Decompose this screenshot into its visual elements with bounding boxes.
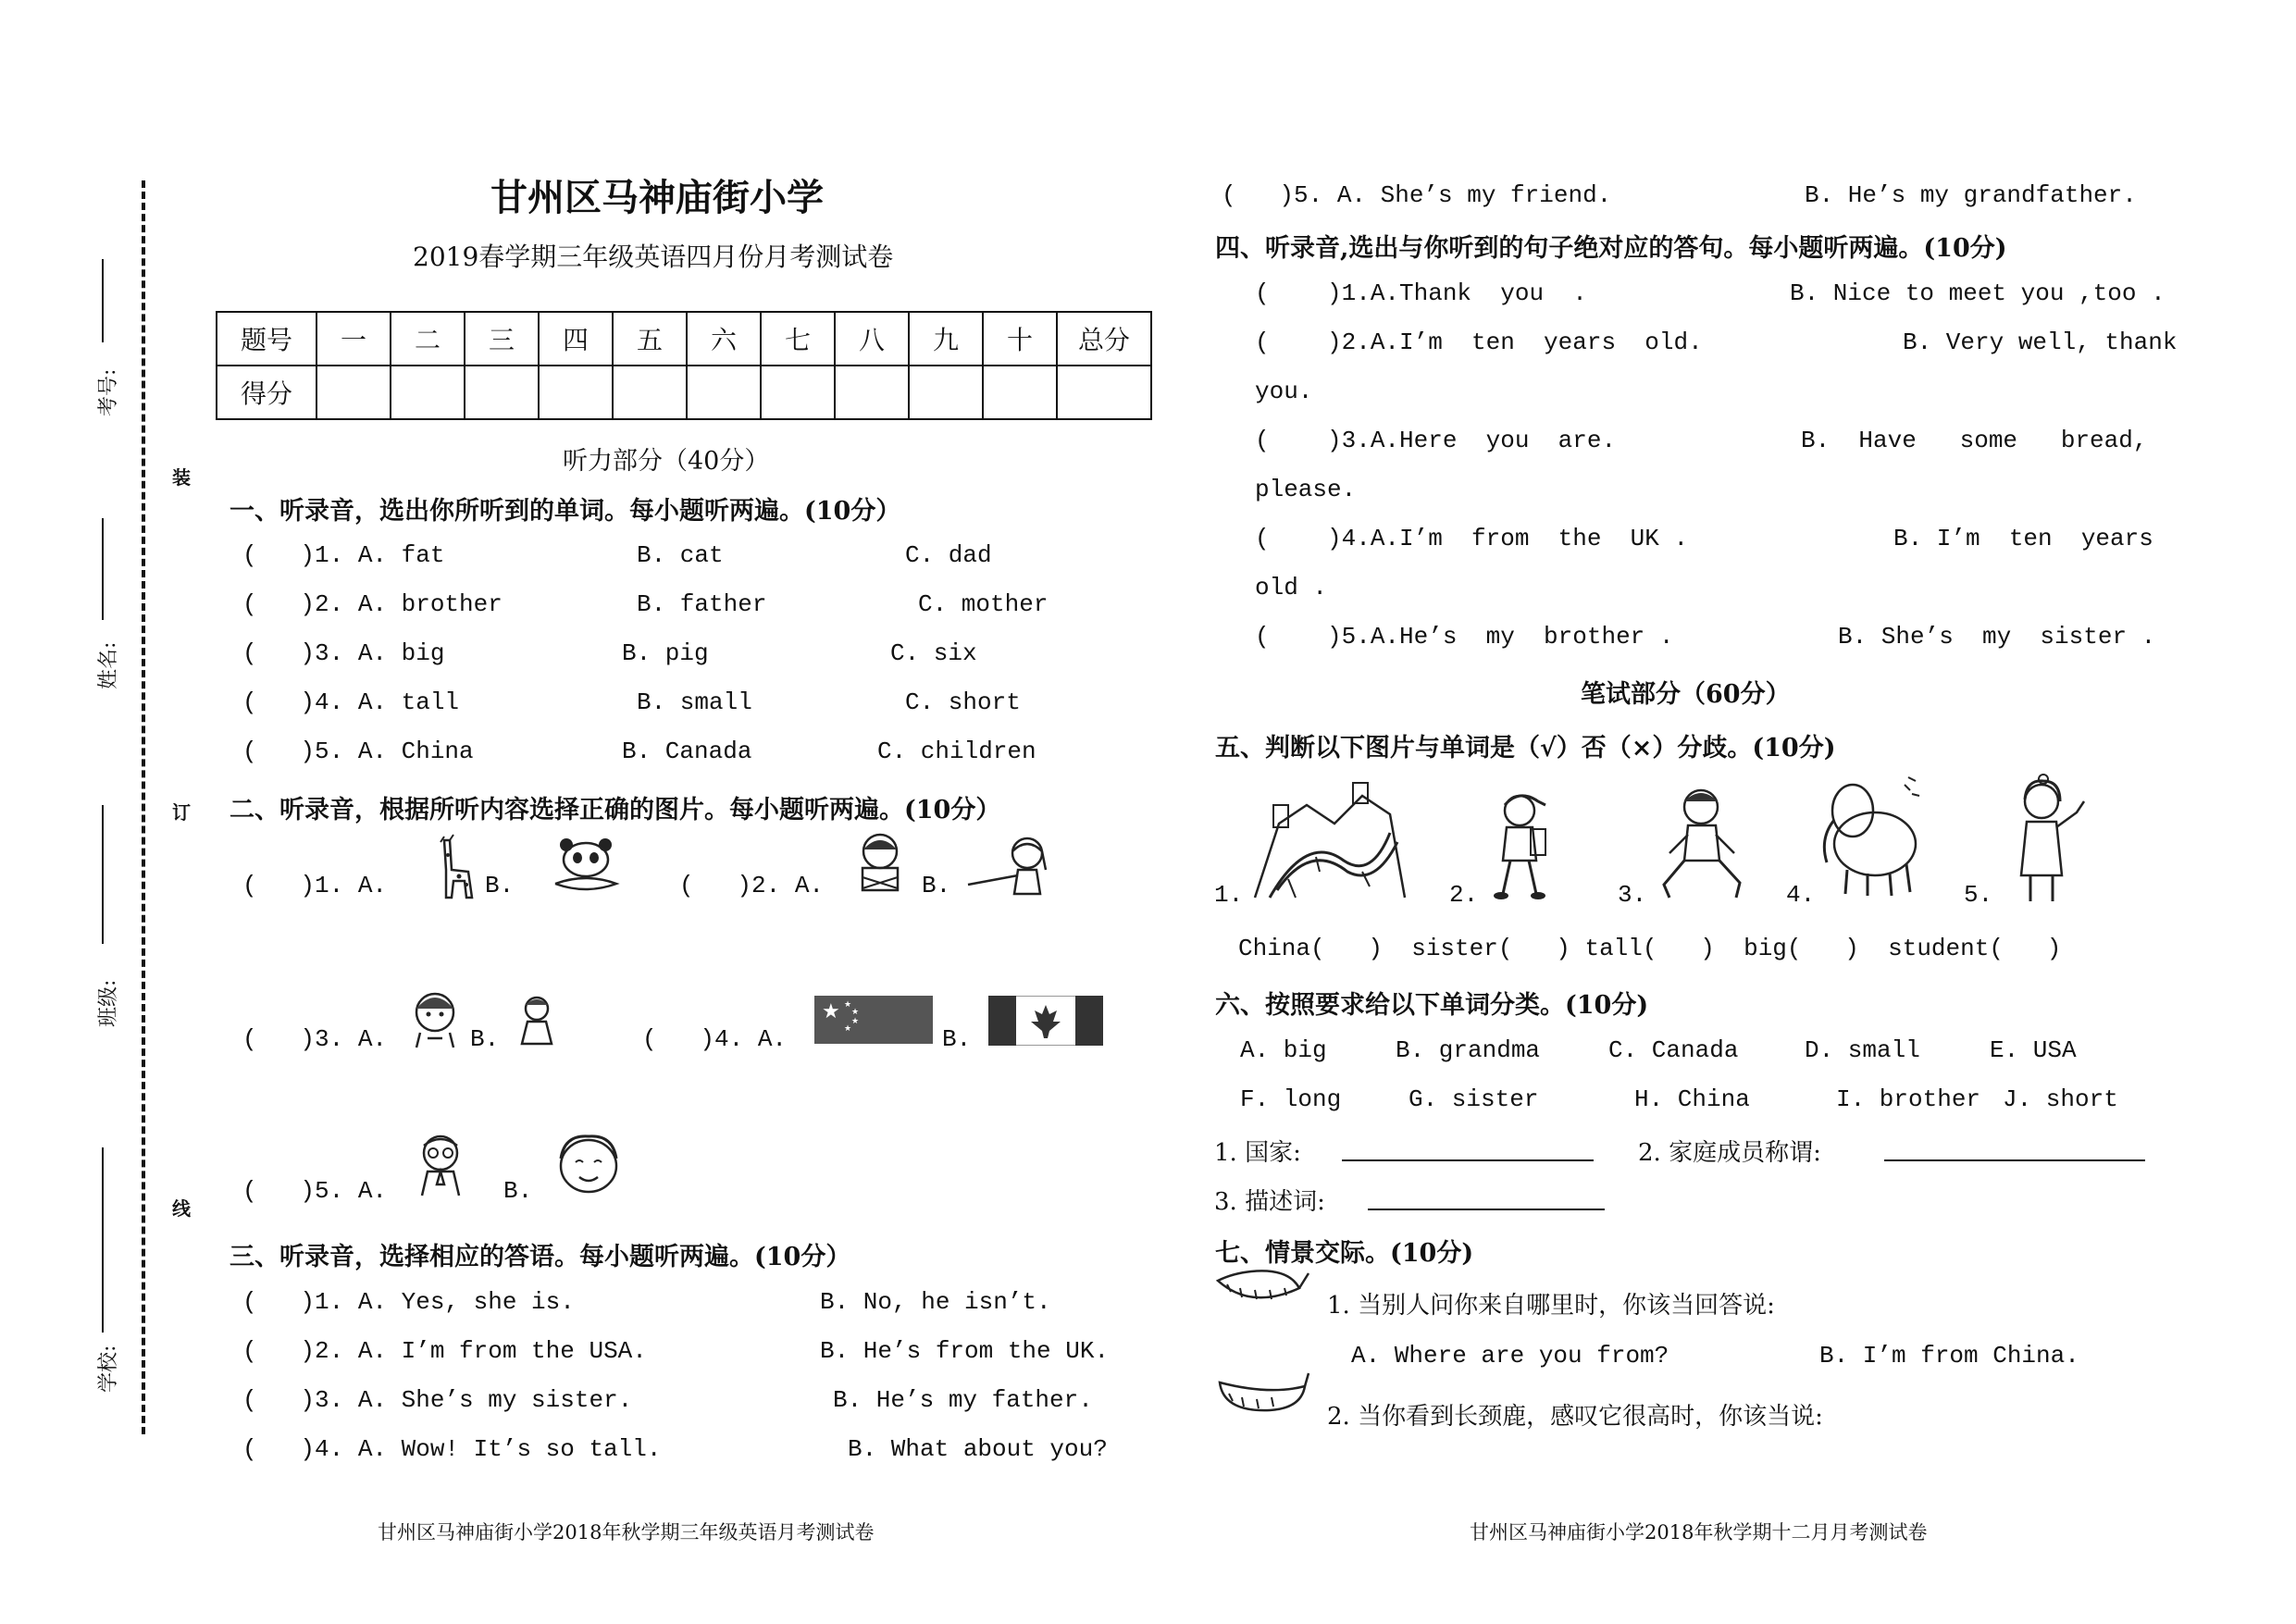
score-table	[216, 311, 1152, 420]
s7-q2: 2. 当你看到长颈鹿，感叹它很高时，你该当说:	[1327, 1403, 1823, 1431]
table-cell: 得分	[217, 366, 316, 419]
s1-q5-a: ( )5. A. China	[242, 738, 474, 765]
s6-category-3: 3. 描述词:	[1214, 1188, 1325, 1216]
section4-title: 四、听录音,选出与你听到的句子绝对应的答句。每小题听两遍。(10分)	[1215, 234, 2007, 263]
tall-boy-icon	[1651, 783, 1753, 903]
s4-q1-b: B. Nice to meet you ,too .	[1790, 279, 2166, 307]
score-input-cell[interactable]	[687, 366, 761, 419]
exam-subtitle: 2019春学期三年级英语四月份月考测试卷	[413, 242, 894, 272]
s1-q1-b: B. cat	[637, 541, 724, 569]
elephant-icon	[1816, 774, 1930, 899]
s4-q2-a: ( )2.A.I’m ten years old.	[1255, 329, 1703, 356]
s5-num-3: 3.	[1618, 881, 1647, 909]
school-label: 学校:	[97, 1345, 120, 1393]
s1-q5-c: C. children	[877, 738, 1036, 765]
description-answer-line[interactable]	[1368, 1209, 1605, 1210]
table-cell: 七	[761, 312, 835, 366]
s4-q3-b: B. Have some bread,	[1801, 427, 2148, 454]
grandpa-icon	[403, 1131, 478, 1197]
student-icon	[1484, 788, 1555, 901]
section6-title: 六、按照要求给以下单词分类。(10分)	[1215, 991, 1649, 1020]
table-cell: 五	[613, 312, 687, 366]
written-section-title: 笔试部分（60分）	[1581, 680, 1791, 709]
name-label: 姓名:	[97, 641, 120, 689]
boy-face-icon	[407, 988, 463, 1049]
speech-leaf-icon	[1214, 1370, 1310, 1421]
score-input-cell[interactable]	[983, 366, 1057, 419]
girl-reading-icon	[848, 831, 912, 898]
s3-q3-a: ( )3. A. She’s my sister.	[242, 1386, 633, 1414]
score-input-cell[interactable]	[391, 366, 465, 419]
name-line	[102, 518, 104, 620]
table-cell: 二	[391, 312, 465, 366]
s3-q2-a: ( )2. A. I’m from the USA.	[242, 1337, 647, 1365]
school-line	[102, 1147, 104, 1333]
table-cell: 八	[835, 312, 909, 366]
class-label: 班级:	[97, 979, 120, 1027]
s2-q1-b: B.	[485, 872, 515, 899]
s6-word-f: F. long	[1240, 1085, 1342, 1113]
score-input-cell[interactable]	[835, 366, 909, 419]
exam-no-line	[102, 259, 104, 342]
s2-q5-b: B.	[503, 1177, 533, 1205]
s1-q4-c: C. short	[905, 688, 1021, 716]
s1-q2-b: B. father	[637, 590, 767, 618]
s4-q4-c: old .	[1255, 574, 1328, 601]
section2-title: 二、听录音，根据所听内容选择正确的图片。每小题听两遍。(10分）	[230, 796, 1001, 824]
score-input-cell[interactable]	[316, 366, 391, 419]
s6-word-d: D. small	[1805, 1036, 1920, 1064]
speech-leaf-icon	[1214, 1264, 1310, 1310]
grandma-face-icon	[546, 1131, 631, 1197]
table-cell: 六	[687, 312, 761, 366]
s4-q2-b: B. Very well, thank	[1903, 329, 2178, 356]
girl-waving-icon	[962, 833, 1064, 896]
s2-q3-b: B.	[470, 1025, 500, 1053]
s7-q1-b: B. I’m from China.	[1819, 1342, 2079, 1370]
score-input-cell[interactable]	[1057, 366, 1151, 419]
s1-q4-b: B. small	[637, 688, 752, 716]
s3-q4-a: ( )4. A. Wow! It’s so tall.	[242, 1435, 662, 1463]
xian-mark: 线	[172, 1197, 191, 1220]
s4-q2-c: you.	[1255, 378, 1313, 405]
score-input-cell[interactable]	[613, 366, 687, 419]
table-cell: 一	[316, 312, 391, 366]
svg-text:★: ★	[844, 1000, 852, 1010]
s5-num-5: 5.	[1964, 881, 1993, 909]
s4-q5-a: ( )5.A.He’s my brother .	[1255, 623, 1674, 651]
s4-q4-b: B. I’m ten years	[1893, 525, 2153, 552]
s3-q1-a: ( )1. A. Yes, she is.	[242, 1288, 575, 1316]
s6-category-1: 1. 国家:	[1214, 1139, 1301, 1167]
score-header-row	[217, 312, 1151, 366]
score-input-cell[interactable]	[539, 366, 613, 419]
s1-q3-c: C. six	[890, 639, 977, 667]
s1-q4-a: ( )4. A. tall	[242, 688, 460, 716]
s1-q3-b: B. pig	[622, 639, 709, 667]
s1-q2-c: C. mother	[918, 590, 1049, 618]
panda-icon	[544, 837, 627, 895]
s2-q3: ( )3. A.	[242, 1025, 388, 1053]
table-cell: 四	[539, 312, 613, 366]
s2-q4: ( )4. A.	[642, 1025, 788, 1053]
china-flag-icon	[814, 996, 933, 1044]
s6-word-c: C. Canada	[1608, 1036, 1739, 1064]
s3-q2-b: B. He’s from the UK.	[820, 1337, 1110, 1365]
svg-text:★: ★	[851, 1008, 860, 1017]
score-value-row	[217, 366, 1151, 419]
s6-word-i: I. brother	[1836, 1085, 1981, 1113]
score-input-cell[interactable]	[465, 366, 539, 419]
table-cell: 十	[983, 312, 1057, 366]
school-title: 甘州区马神庙街小学	[490, 176, 824, 219]
s1-q3-a: ( )3. A. big	[242, 639, 445, 667]
table-cell: 九	[909, 312, 983, 366]
score-input-cell[interactable]	[909, 366, 983, 419]
table-cell: 总分	[1057, 312, 1151, 366]
s4-q1-a: ( )1.A.Thank you .	[1255, 279, 1587, 307]
s5-words: China( ) sister( ) tall( ) big( ) student( )	[1238, 935, 2062, 962]
s2-q4-b: B.	[942, 1025, 972, 1053]
s6-word-e: E. USA	[1990, 1036, 2077, 1064]
s6-word-b: B. grandma	[1396, 1036, 1541, 1064]
s6-word-h: H. China	[1634, 1085, 1750, 1113]
class-line	[102, 805, 104, 944]
footer-right: 甘州区马神庙街小学2018年秋学期十二月月考测试卷	[1470, 1521, 1928, 1543]
section5-title: 五、判断以下图片与单词是（√）否（×）分歧。(10分)	[1215, 734, 1836, 762]
ding-mark: 订	[172, 801, 191, 824]
section3-title: 三、听录音，选择相应的答语。每小题听两遍。(10分）	[230, 1243, 851, 1271]
listening-section-title: 听力部分（40分）	[563, 447, 770, 476]
section1-title: 一、听录音，选出你所听到的单词。每小题听两遍。(10分）	[230, 497, 901, 526]
binding-dashed-line	[142, 180, 145, 1434]
s2-q2: ( )2. A.	[679, 872, 825, 899]
teacher-woman-icon	[1999, 774, 2091, 905]
s3-q5-a: ( )5. A. She’s my friend.	[1222, 181, 1612, 209]
s6-word-j: J. short	[2003, 1085, 2118, 1113]
s3-q1-b: B. No, he isn’t.	[820, 1288, 1051, 1316]
s1-q1-c: C. dad	[905, 541, 992, 569]
zhuang-mark: 装	[172, 466, 191, 489]
svg-text:★: ★	[822, 1000, 840, 1023]
great-wall-icon	[1251, 768, 1409, 907]
s7-q1: 1. 当别人问你来自哪里时，你该当回答说:	[1327, 1292, 1775, 1320]
s4-q4-a: ( )4.A.I’m from the UK .	[1255, 525, 1689, 552]
canada-flag-icon	[988, 996, 1103, 1046]
s4-q3-a: ( )3.A.Here you are.	[1255, 427, 1617, 454]
s6-word-a: A. big	[1240, 1036, 1327, 1064]
section7-title: 七、情景交际。(10分)	[1215, 1239, 1474, 1268]
score-input-cell[interactable]	[761, 366, 835, 419]
s6-word-g: G. sister	[1409, 1085, 1539, 1113]
svg-text:★: ★	[851, 1017, 860, 1026]
footer-left: 甘州区马神庙街小学2018年秋学期三年级英语月考测试卷	[378, 1521, 875, 1543]
family-answer-line[interactable]	[1884, 1159, 2145, 1161]
s6-category-2: 2. 家庭成员称谓:	[1638, 1139, 1821, 1167]
s1-q2-a: ( )2. A. brother	[242, 590, 503, 618]
s3-q5-b: B. He’s my grandfather.	[1805, 181, 2137, 209]
s5-num-1: 1.	[1214, 881, 1244, 909]
s4-q3-c: please.	[1255, 476, 1357, 503]
s3-q3-b: B. He’s my father.	[833, 1386, 1093, 1414]
s5-num-2: 2.	[1449, 881, 1479, 909]
exam-no-label: 考号:	[97, 368, 120, 416]
s7-q1-a: A. Where are you from?	[1351, 1342, 1669, 1370]
giraffe-icon	[426, 833, 481, 899]
s2-q2-b: B.	[922, 872, 951, 899]
s3-q4-b: B. What about you?	[848, 1435, 1108, 1463]
s2-q1: ( )1. A.	[242, 872, 388, 899]
s5-num-4: 4.	[1786, 881, 1816, 909]
country-answer-line[interactable]	[1342, 1159, 1594, 1161]
small-child-icon	[515, 992, 559, 1048]
svg-text:★: ★	[844, 1024, 852, 1034]
s2-q5: ( )5. A.	[242, 1177, 388, 1205]
table-cell: 题号	[217, 312, 316, 366]
table-cell: 三	[465, 312, 539, 366]
s1-q1-a: ( )1. A. fat	[242, 541, 445, 569]
s1-q5-b: B. Canada	[622, 738, 752, 765]
s4-q5-b: B. She’s my sister .	[1838, 623, 2156, 651]
